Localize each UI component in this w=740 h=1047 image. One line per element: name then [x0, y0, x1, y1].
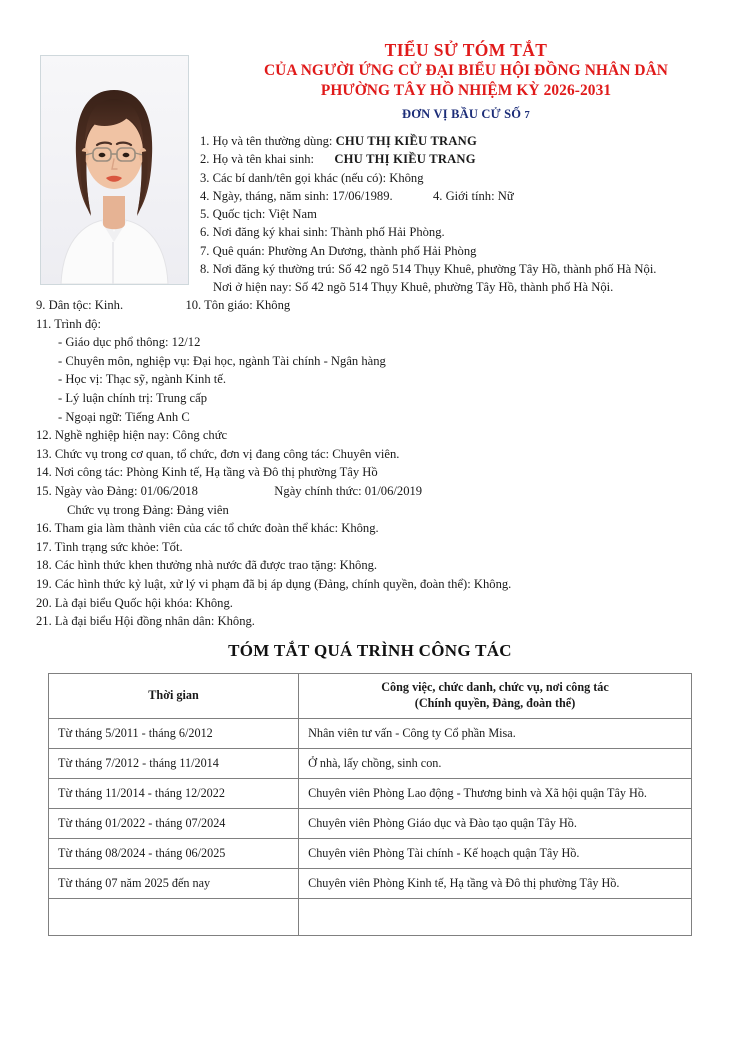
info-11-item-politics: - Lý luận chính trị: Trung cấp	[58, 390, 208, 405]
electoral-unit-label: ĐƠN VỊ BẦU CỬ SỐ	[402, 107, 522, 121]
info-5-value: Việt Nam	[268, 207, 317, 222]
table-row-empty	[49, 899, 692, 936]
personal-info-lower	[36, 296, 716, 631]
info-11-label: Trình độ:	[54, 316, 101, 331]
title-line-3: PHƯỜNG TÂY HỒ NHIỆM KỲ 2026-2031	[320, 82, 612, 99]
info-11-item-language: - Ngoại ngữ: Tiếng Anh C	[58, 409, 190, 424]
work-table-header-row	[49, 674, 692, 719]
info-15-value2: 01/06/2019	[364, 483, 423, 498]
table-row	[49, 809, 692, 839]
info-10-label: Tôn giáo:	[204, 298, 253, 312]
info-3-value: Không	[389, 170, 424, 185]
column-header-description-line1: Công việc, chức danh, chức vụ, nơi công tác	[381, 680, 609, 694]
info-15-label: Ngày vào Đảng:	[54, 483, 138, 498]
info-row-4	[200, 187, 735, 205]
portrait-illustration	[41, 56, 188, 284]
info-row-8-current-address	[200, 278, 735, 296]
row-4-time: Từ tháng 01/2022 - tháng 07/2024	[49, 809, 299, 839]
info-4-num2: 4.	[432, 188, 443, 203]
table-row	[49, 869, 692, 899]
info-11-item-specialty: - Chuyên môn, nghiệp vụ: Đại học, ngành Tài chính - Ngân hàng	[58, 353, 386, 368]
info-2-num: 2.	[200, 152, 210, 167]
info-4-label: Ngày, tháng, năm sinh:	[212, 188, 329, 203]
info-1-num: 1.	[200, 134, 210, 148]
title-line-1: TIỂU SỬ TÓM TẮT	[384, 40, 548, 60]
table-row	[49, 749, 692, 779]
info-row-7	[200, 242, 735, 260]
info-row-1	[200, 132, 735, 150]
info-row-9-10	[36, 296, 716, 315]
work-summary-heading: TÓM TẮT QUÁ TRÌNH CÔNG TÁC	[228, 641, 512, 660]
info-2-label: Họ và tên khai sinh:	[212, 152, 315, 167]
row-2-desc: Ở nhà, lấy chồng, sinh con.	[299, 749, 692, 779]
table-row	[49, 779, 692, 809]
info-9-label: Dân tộc:	[48, 298, 92, 312]
info-8b-value: Số 42 ngõ 514 Thụy Khuê, phường Tây Hồ, thành phố Hà Nội.	[294, 280, 614, 295]
info-row-15	[36, 482, 716, 501]
info-2-value: CHU THỊ KIỀU TRANG	[334, 152, 476, 167]
info-1-value: CHU THỊ KIỀU TRANG	[335, 134, 477, 148]
info-15-party-position: Chức vụ trong Đảng: Đảng viên	[67, 502, 229, 517]
info-row-21: 21. Là đại biểu Hội đồng nhân dân: Không.	[36, 614, 255, 629]
column-header-description	[299, 674, 692, 719]
table-row	[49, 839, 692, 869]
info-row-18: 18. Các hình thức khen thưởng nhà nước đã được trao tặng: Không.	[36, 558, 378, 573]
row-4-desc: Chuyên viên Phòng Giáo dục và Đào tạo quận Tây Hồ.	[299, 809, 692, 839]
row-3-desc: Chuyên viên Phòng Lao động - Thương binh và Xã hội quận Tây Hồ.	[299, 779, 692, 809]
info-4-value: 17/06/1989.	[332, 188, 393, 203]
info-row-14: 14. Nơi công tác: Phòng Kinh tế, Hạ tầng và Đô thị phường Tây Hồ	[36, 465, 378, 480]
info-row-12: 12. Nghề nghiệp hiện nay: Công chức	[36, 428, 228, 443]
info-4-value2: Nữ	[497, 188, 514, 203]
row-5-desc: Chuyên viên Phòng Tài chính - Kế hoạch quận Tây Hồ.	[299, 839, 692, 869]
info-4-label2: Giới tính:	[445, 188, 495, 203]
row-empty-desc	[299, 899, 692, 936]
info-11-item-education: - Giáo dục phổ thông: 12/12	[58, 335, 201, 350]
candidate-photo	[40, 55, 189, 285]
info-3-num: 3.	[200, 170, 210, 185]
row-5-time: Từ tháng 08/2024 - tháng 06/2025	[49, 839, 299, 869]
row-1-desc: Nhân viên tư vấn - Công ty Cổ phần Misa.	[299, 719, 692, 749]
electoral-unit-line	[200, 104, 732, 126]
info-row-17: 17. Tình trạng sức khỏe: Tốt.	[36, 539, 183, 554]
info-9-value: Kinh.	[94, 298, 124, 312]
info-5-num: 5.	[200, 207, 210, 222]
info-10-num: 10.	[185, 298, 202, 312]
info-8-value: Số 42 ngõ 514 Thụy Khuê, phường Tây Hồ, thành phố Hà Nội.	[338, 262, 657, 277]
info-3-label: Các bí danh/tên gọi khác (nếu có):	[212, 170, 387, 185]
document-title-block	[200, 40, 732, 126]
row-empty-time	[49, 899, 299, 936]
info-6-num: 6.	[200, 225, 210, 240]
info-9-num: 9.	[36, 298, 46, 312]
info-1-label: Họ và tên thường dùng:	[212, 134, 333, 148]
info-row-3	[200, 169, 735, 187]
row-6-time: Từ tháng 07 năm 2025 đến nay	[49, 869, 299, 899]
row-2-time: Từ tháng 7/2012 - tháng 11/2014	[49, 749, 299, 779]
info-6-label: Nơi đăng ký khai sinh:	[212, 225, 328, 240]
info-row-8	[200, 260, 735, 278]
title-line-2: CỦA NGƯỜI ỨNG CỬ ĐẠI BIỂU HỘI ĐỒNG NHÂN DÂN	[263, 62, 669, 79]
info-11-num: 11.	[36, 316, 52, 331]
info-11-item-degree: - Học vị: Thạc sỹ, ngành Kinh tế.	[58, 372, 226, 387]
table-row	[49, 719, 692, 749]
info-8b-label: Nơi ở hiện nay:	[213, 280, 292, 295]
info-row-20: 20. Là đại biểu Quốc hội khóa: Không.	[36, 595, 233, 610]
personal-info-upper	[200, 132, 735, 297]
work-history-table	[48, 673, 692, 936]
electoral-unit-number: 7	[524, 110, 530, 121]
info-row-19: 19. Các hình thức kỷ luật, xử lý vi phạm đã bị áp dụng (Đảng, chính quyền, đoàn thể): Không.	[36, 576, 512, 591]
info-15-value: 01/06/2018	[140, 483, 198, 498]
info-6-value: Thành phố Hải Phòng.	[330, 225, 445, 240]
column-header-time: Thời gian	[49, 674, 299, 719]
info-8-num: 8.	[200, 262, 210, 277]
info-7-num: 7.	[200, 243, 210, 258]
info-8-label: Nơi đăng ký thường trú:	[212, 262, 335, 277]
info-10-value: Không	[255, 298, 291, 312]
column-header-description-line2: (Chính quyền, Đảng, đoàn thể)	[414, 695, 576, 710]
info-row-13: 13. Chức vụ trong cơ quan, tổ chức, đơn vị đang công tác: Chuyên viên.	[36, 446, 400, 461]
info-row-6	[200, 223, 735, 241]
info-15-num: 15.	[36, 483, 52, 498]
info-row-5	[200, 205, 735, 223]
info-5-label: Quốc tịch:	[212, 207, 266, 222]
row-1-time: Từ tháng 5/2011 - tháng 6/2012	[49, 719, 299, 749]
info-7-label: Quê quán:	[212, 243, 265, 258]
work-table-head	[49, 674, 692, 719]
info-15-label2: Ngày chính thức:	[274, 483, 362, 498]
info-row-11	[36, 315, 716, 334]
info-4-num: 4.	[200, 188, 210, 203]
row-6-desc: Chuyên viên Phòng Kinh tế, Hạ tầng và Đô thị phường Tây Hồ.	[299, 869, 692, 899]
info-row-16: 16. Tham gia làm thành viên của các tổ chức đoàn thể khác: Không.	[36, 521, 379, 536]
info-7-value: Phường An Dương, thành phố Hải Phòng	[267, 243, 477, 258]
work-table-body	[49, 719, 692, 936]
info-row-2	[200, 150, 735, 168]
row-3-time: Từ tháng 11/2014 - tháng 12/2022	[49, 779, 299, 809]
